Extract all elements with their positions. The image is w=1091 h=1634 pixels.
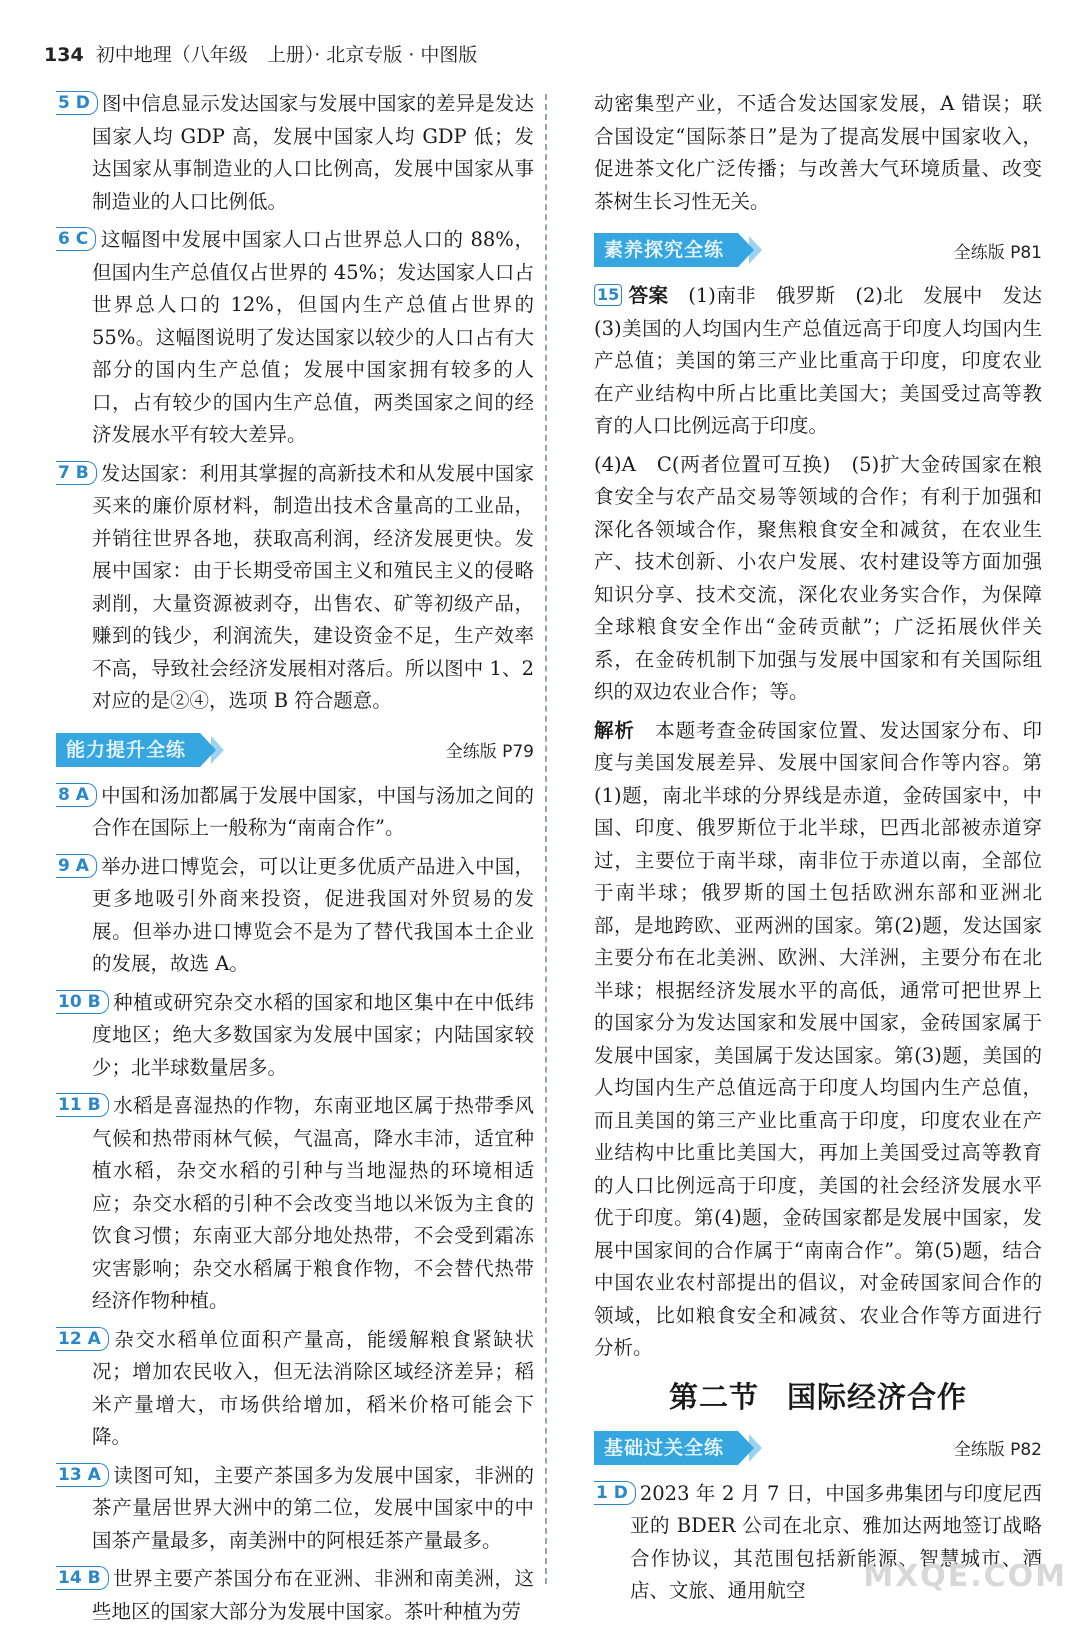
answer-item — [56, 851, 534, 981]
answer-item — [56, 224, 534, 452]
answer-text: 2023 年 2 月 7 日，中国多弗集团与印度尼西亚的 BDER 公司在北京、雅加达两地签订战略合作协议，其范围包括新能源、智慧城市、酒店、文旅、通用航空 — [630, 1481, 1042, 1602]
q15-analysis — [594, 715, 1042, 1365]
question-number-badge: 12 A — [56, 1327, 109, 1351]
right-column — [594, 88, 1062, 1614]
answer-text: 中国和汤加都属于发展中国家，中国与汤加之间的合作在国际上一般称为“南南合作”。 — [92, 783, 534, 839]
answer-item — [56, 458, 534, 718]
question-number-badge: 14 B — [56, 1566, 109, 1590]
answer-item — [56, 1460, 534, 1558]
page-reference: 全练版 P81 — [953, 242, 1042, 263]
question-number-badge: 8 A — [56, 783, 97, 807]
answer-text: 举办进口博览会，可以让更多优质产品进入中国，更多地吸引外商来投资，促进我国对外贸易的发展。但举办进口博览会不是为了替代我国本土企业的发展，故选 A。 — [92, 854, 534, 975]
page-reference: 全练版 P82 — [953, 1440, 1042, 1460]
left-items-top — [56, 88, 534, 718]
question-number-badge: 6 C — [56, 227, 96, 251]
answer-item — [56, 88, 534, 218]
section-title — [594, 1375, 1042, 1416]
section-tag: 能力提升全练 — [56, 733, 200, 767]
left-items-bottom — [56, 780, 534, 1629]
question-number-badge: 9 A — [56, 854, 97, 878]
left-column — [56, 88, 534, 1634]
column-divider — [545, 94, 547, 1584]
section-name: 国际经济合作 — [787, 1379, 968, 1414]
answer-text: 这幅图中发展中国家人口占世界总人口的 88%，但国内生产总值仅占世界的 45%；发达国家人口占世界总人口的 12%，但国内生产总值占世界的 55%。这幅图说明了发达国家以较少的人口占有大部分的国内生产总值；发展中国家拥有较多的人口，占有较少的国内生产总值，两类国家之间的经济发展水平有较大差异。 — [92, 228, 534, 446]
answer-item — [56, 1324, 534, 1454]
answer-text: 杂交水稻单位面积产量高，能缓解粮食紧缺状况；增加农民收入，但无法消除区域经济差异；稻米产量增大，市场供给增加，稻米价格可能会下降。 — [92, 1327, 534, 1448]
analysis-label: 解析 — [594, 718, 635, 742]
answer-text: 发达国家：利用其掌握的高新技术和从发展中国家买来的廉价原材料，制造出技术含量高的工业品，并销往世界各地，获取高利润，经济发展更快。发展中国家：由于长期受帝国主义和殖民主义的侵略剥削，大量资源被剥夺，出售农、矿等初级产品，赚到的钱少，利润流失，建设资金不足，生产效率不高，导致社会经济发展相对落后。所以图中 1、2 对应的是②④，选项 B 符合题意。 — [92, 461, 534, 712]
page-number: 134 — [44, 44, 84, 66]
answer-text: 种植或研究杂交水稻的国家和地区集中在中低纬度地区；绝大多数国家为发展中国家；内陆国家较少；北半球数量居多。 — [92, 990, 534, 1079]
question-number-badge: 5 D — [56, 91, 98, 115]
question-number-badge: 10 B — [56, 990, 109, 1014]
q15-answer-continued: (4)A C(两者位置可互换) (5)扩大金砖国家在粮食安全与农产品交易等领域的合作；有利于加强和深化各领域合作，聚焦粮食安全和减贫，在农业生产、技术创新、小农户发展、农村建设等方面加强知识分享、技术交流，深化农业务实合作，为保障全球粮食安全作出“金砖贡献”；广泛拓展伙伴关系，在金砖机制下加强与发展中国家和有关国际组织的双边农业合作；等。 — [594, 452, 1042, 703]
question-number-badge: 13 A — [56, 1463, 109, 1487]
question-number-badge: 7 B — [56, 461, 97, 485]
answer-text: (1)南非 俄罗斯 (2)北 发展中 发达 (3)美国的人均国内生产总值远高于印度人均国内生产总值；美国的第三产业比重高于印度，印度农业在产业结构中所占比重比美国大；美国受过高等教育的人口比例远高于印度。 — [594, 284, 1062, 437]
answer-item — [56, 1563, 534, 1628]
answer-item — [56, 987, 534, 1085]
answer-text: 世界主要产茶国分布在亚洲、非洲和南美洲，这些地区的国家大部分为发展中国家。茶叶种植为劳 — [92, 1567, 534, 1623]
analysis-text: 本题考查金砖国家位置、发达国家分布、印度与美国发展差异、发展中国家间合作等内容。第(1)题，南北半球的分界线是赤道，金砖国家中，中国、印度、俄罗斯位于北半球，巴西北部被赤道穿过，主要位于南半球，南非位于赤道以南，全部位于南半球；俄罗斯的国土包括欧洲东部和亚洲北部，是地跨欧、亚两洲的国家。第(2)题，发达国家主要分布在北美洲、欧洲、大洋洲，主要分布在北半球；根据经济发展水平的高低，通常可把世界上的国家分为发达国家和发展中国家，金砖国家属于发展中国家，美国属于发达国家。第(3)题，美国的人均国内生产总值远高于印度人均国内生产总值，而且美国的第三产业比重高于印度，印度农业在产业结构中比重比美国大，再加上美国受过高等教育的人口比例远高于印度，美国的社会经济发展水平优于印度。第(4)题，金砖国家都是发展中国家，发展中国家间的合作属于“南南合作”。第(5)题，结合中国农业农村部提出的倡议，对金砖国家间合作的领域，比如粮食安全和减贫、农业合作等方面进行分析。 — [594, 718, 1042, 1359]
section-tag: 素养探究全练 — [594, 233, 738, 267]
section-header-basic — [594, 1430, 1042, 1466]
section-header-literacy — [594, 232, 1042, 268]
answer-text: 读图可知，主要产茶国多为发展中国家，非洲的茶产量居世界大洲中的第二位，发展中国家中的中国茶产量最多，南美洲中的阿根廷茶产量最多。 — [92, 1463, 534, 1552]
question-number-badge: 15 — [594, 284, 622, 306]
answer-text: 图中信息显示发达国家与发展中国家的差异是发达国家人均 GDP 高，发展中国家人均 GDP 低；发达国家从事制造业的人口比例高，发展中国家从事制造业的人口比例低。 — [92, 92, 534, 213]
watermark: MXQE.COM — [863, 1559, 1067, 1594]
answer-item — [56, 1090, 534, 1318]
answer-text: 水稻是喜湿热的作物，东南亚地区属于热带季风气候和热带雨林气候，气温高，降水丰沛，适宜种植水稻，杂交水稻的引种与当地湿热的环境相适应；杂交水稻的引种不会改变当地以米饭为主食的饮食习惯；东南亚大部分地处热带，不会受到霜冻灾害影响；杂交水稻属于粮食作物，不会替代热带经济作物种植。 — [92, 1094, 534, 1312]
book-title: 初中地理（八年级 上册）· 北京专版 · 中图版 — [95, 44, 478, 66]
page-reference: 全练版 P79 — [445, 742, 534, 762]
page-header — [44, 40, 477, 67]
answer-label: 答案 — [628, 284, 669, 307]
question-number-badge: 1 D — [594, 1481, 636, 1505]
section-tag: 基础过关全练 — [594, 1431, 738, 1465]
question-number-badge: 11 B — [56, 1093, 109, 1117]
q15-answer — [594, 280, 1062, 443]
continued-text: 动密集型产业，不适合发达国家发展，A 错误；联合国设定“国际茶日”是为了提高发展中国家收入，促进茶文化广泛传播；与改善大气环境质量、改变茶树生长习性无关。 — [594, 92, 1042, 213]
answer-item — [56, 780, 534, 845]
section-number: 第二节 — [668, 1379, 759, 1414]
section-header-ability — [56, 732, 534, 768]
